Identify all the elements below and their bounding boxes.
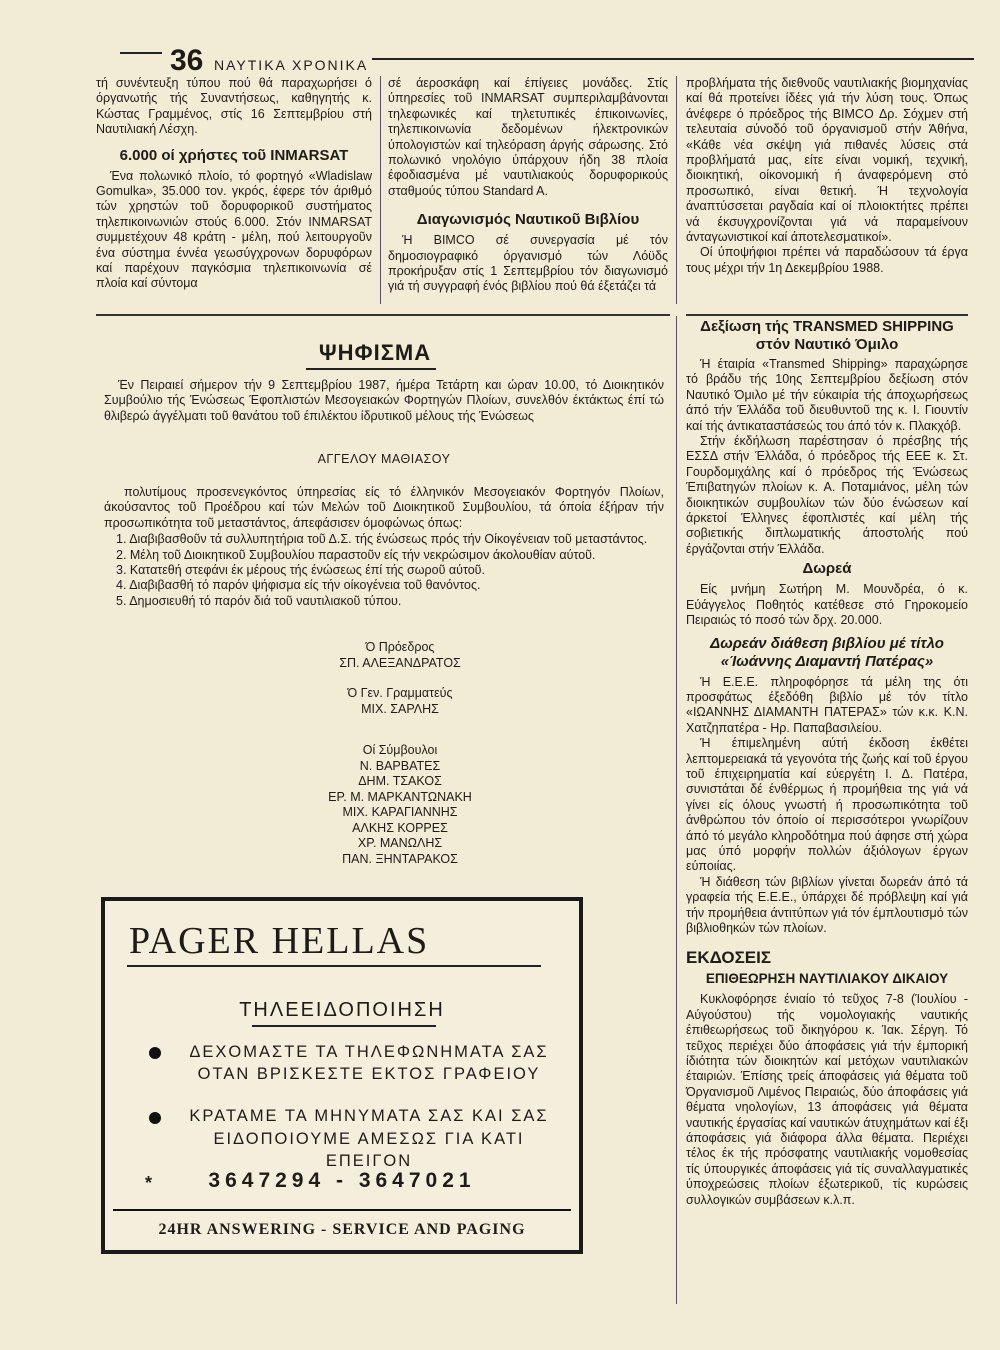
book-paragraph-1: Ή Ε.Ε.Ε. πληροφόρησε τά μέλη της ότι προσφάτως έξεδόθη βιβλίο μέ τόν τίτλο «ΙΩΑΝΝΗΣ ΔΙΑΜΑΝΤΗ ΠΑΤΕΡΑΣ» τών κ.κ. Κ.Ν. Χατζηπατέρα - Ηρ. Παπαβασιλείου. — [686, 674, 968, 735]
review-heading: ΕΠΙΘΕΩΡΗΣΗ ΝΑΥΤΙΛΙΑΚΟΥ ΔΙΚΑΙΟΥ — [705, 971, 949, 987]
section-rule — [96, 314, 670, 316]
star-icon: * — [145, 1173, 153, 1193]
section-rule — [686, 314, 968, 316]
advisor-name: ΧΡ. ΜΑΝΩΛΗΣ — [357, 836, 443, 850]
column-3 — [686, 76, 968, 276]
ad-rule — [113, 1209, 571, 1211]
right-column — [686, 318, 968, 1208]
ad-line-1: ΔΕΧΟΜΑΣΤΕ ΤΑ ΤΗΛΕΦΩΝΗΜΑΤΑ ΣΑΣ — [189, 1043, 549, 1061]
advisor-name: Ν. ΒΑΡΒΑΤΕΣ — [359, 758, 441, 773]
ad-footer: 24HR ANSWERING - SERVICE AND PAGING — [158, 1221, 526, 1238]
list-item: 2. Μέλη τοῦ Διοικητικοῦ Συμβουλίου παραστοῦν είς τήν νεκρώσιμον άκολουθίαν αύτοῦ. — [116, 547, 596, 562]
inmarsat-paragraph: Ένα πολωνικό πλοίο, τό φορτηγό «Wladislaw Gomulka», 35.000 τον. γκρός, έφερε τόν άριθμό τών χρηστών τοῦ δορυφορικοῦ συστήματος τηλεπικοινωνιών στούς 6.000. Στόν INMARSAT συμμετέχουν 48 κράτη - μέλη, πού λειτουργοῦν ένα σύστημα έννέα γεωσύγχρονων δορυφόρων καί παρέχουν παγκόσμια τηλεπικοινωνία σέ πλοία καί σύντομα — [96, 168, 372, 291]
ad-brand-underline — [127, 965, 541, 967]
header-rule-left — [120, 52, 162, 54]
editions-heading: ΕΚΔΟΣΕΙΣ — [686, 948, 772, 968]
ad-line-3: ΚΡΑΤΑΜΕ ΤΑ ΜΗΝΥΜΑΤΑ ΣΑΣ ΚΑΙ ΣΑΣ — [189, 1107, 549, 1125]
signatures — [230, 640, 570, 867]
header-rule-right — [372, 58, 974, 60]
deceased-name: ΑΓΓΕΛΟΥ ΜΑΘΙΑΣΟΥ — [317, 452, 451, 466]
secretary-name: ΜΙΧ. ΣΑΡΛΗΣ — [361, 701, 439, 716]
ad-subtitle-underline — [252, 1025, 436, 1027]
transmed-heading: Δεξίωση τής TRANSMED SHIPPING στόν Ναυτικό Όμιλο — [700, 318, 954, 353]
resolution-deceased — [104, 452, 664, 467]
advisor-name: ΠΑΝ. ΞΗΝΤΑΡΑΚΟΣ — [342, 851, 458, 866]
resolution-intro-text: Έν Πειραιεί σήμερον τήν 9 Σεπτεμβρίου 1987, ήμέρα Τετάρτη και ώραν 10.00, τό Διοικητικόν Συμβούλιο τής Ένώσεως Έφοπλιστών Μεσογειακών Φορτηγών Πλοίων, συνελθόν έκτάκτως έπί τώ θλιβερώ άγγέλματι τοῦ θανάτου τοῦ έπιλέκτου ίδρυτικοῦ μέλους τής Ένώσεως — [104, 378, 664, 423]
contest-paragraph: Ή BIMCO σέ συνεργασία μέ τόν δημοσιογραφικό όργανισμό τών Λόϋδς προκήρυξαν στίς 1 Σεπτεμβρίου τόν διαγωνισμό γιά τή συγγραφή ένός βιβλίου πού θά έξετάζει τά — [388, 233, 668, 294]
column-divider — [380, 76, 381, 304]
ad-phone-numbers: 3647294 - 3647021 — [208, 1169, 476, 1192]
pager-hellas-ad — [101, 897, 583, 1254]
list-item: 1. Διαβιβασθοῦν τά συλλυπητήρια τοῦ Δ.Σ. τής ένώσεως πρός τήν Οίκογένειαν τοῦ μεταστάντος. — [116, 532, 648, 547]
intro-paragraph: τή συνέντευξη τύπου πού θά παραχωρήσει ό όργανωτής τής Συναντήσεως, καθηγητής κ. Κώστας Γραμμένος, στίς 16 Σεπτεμβρίου στή Ναυτιλιακή Λέσχη. — [96, 76, 372, 137]
resolution-title: ΨΗΦΙΣΜΑ — [318, 340, 432, 365]
advisor-name: ΑΛΚΗΣ ΚΟΡΡΕΣ — [352, 820, 448, 835]
ad-line-2: ΟΤΑΝ ΒΡΙΣΚΕΣΤΕ ΕΚΤΟΣ ΓΡΑΦΕΙΟΥ — [197, 1065, 541, 1083]
donation-heading: Δωρεά — [802, 560, 852, 578]
ad-line-4: ΕΙΔΟΠΟΙΟΥΜΕ ΑΜΕΣΩΣ ΓΙΑ ΚΑΤΙ ΕΠΕΙΓΟΝ — [213, 1130, 525, 1170]
advisors-title: Οί Σύμβουλοι — [362, 743, 438, 757]
resolution-body — [104, 485, 664, 609]
transmed-paragraph-2: Στήν έκδήλωση παρέστησαν ό πρέσβης τής ΕΣΣΔ στήν Έλλάδα, ό πρόεδρος τής ΕΕΕ κ. Στ. Γουρδομιχάλης καί ό πρόεδρος τής Ένώσεως Έπιβατηγών πλοίων κ. Α. Ποταμιάνος, μέλη τών διοικητικών συμβουλίων τών δύο ένώσεων καί άρκετοί Έλληνες έφοπλιστές καί μέλη τής σοβιετικής διπλωματικής άποστολής πού έργάζονται στήν Έλλάδα. — [686, 434, 968, 556]
resolution-body-text: πολυτίμους προσενεγκόντος ύπηρεσίας είς τό έλληνικόν Μεσογειακόν Φορτηγόν Πλοίων, άκούσαντος τοῦ Προέδρου καί τών Μελών τοῦ Διοικητικοῦ Συμβουλίου, τά όποία έξήραν τήν προσωπικότητα τοῦ μεταστάντος, άπεφάσισεν όμοφώνως όπως: — [104, 485, 664, 530]
ad-subtitle: ΤΗΛΕΕΙΔΟΠΟΙΗΣΗ — [239, 999, 445, 1021]
president-name: ΣΠ. ΑΛΕΞΑΝΔΡΑΤΟΣ — [339, 655, 461, 670]
transmed-paragraph-1: Ή έταιρία «Transmed Shipping» παραχώρησε τό βράδυ τής 10ης Σεπτεμβρίου δεξίωση στόν Ναυτικό Όμιλο μέ τήν εύκαιρία τής άποχωρήσεως άπό τήν Έλλάδα τοῦ διευθυντοῦ της κ. Ι. Γιουντίν καί τής άντικαταστάσεώς του άπό τόν κ. Πλακχόβ. — [686, 357, 968, 433]
contest-heading: Διαγωνισμός Ναυτικοῦ Βιβλίου — [416, 211, 640, 229]
deadline-paragraph: Οί ύποψήφιοι πρέπει νά παραδώσουν τά έργα τους μέχρι τήν 1η Δεκεμβρίου 1988. — [686, 245, 968, 275]
advisor-name: ΜΙΧ. ΚΑΡΑΓΙΑΝΝΗΣ — [342, 805, 458, 819]
list-item: 4. Διαβιβασθή τό παρόν ψήφισμα είς τήν οίκογένεια τοῦ θανόντος. — [116, 578, 481, 593]
list-item: 5. Δημοσιευθή τό παρόν διά τοῦ ναυτιλιακοῦ τύπου. — [116, 593, 402, 608]
book-heading: Δωρεάν διάθεση βιβλίου μέ τίτλο «Ίωάννης Διαμαντή Πατέρας» — [710, 634, 944, 670]
review-paragraph: Κυκλοφόρησε ένιαίο τό τεῦχος 7-8 (Ίουλίου - Αύγούστου) τής νομολογιακής ναυτικής έπιθεωρήσεως τοῦ δικηγόρου κ. Ίακ. Σέργη. Τό τεῦχος περιέχει δύο άποφάσεις γιά τήν έμπορική ίδιότητα τών διοικητών καί μετόχων ναυτιλιακών έταιριών. Έπίσης τρείς άποφάσεις γιά θέματα τοῦ Όργανισμοῦ Λιμένος Πειραιώς, δύο άποφάσεις γιά θέματα νηολογίων, 13 άποφάσεις γιά θέματα ναυτικής έργασίας καί ναυτικών άτυχημάτων καί έξι άποφάσεις γιά διάφορα άλλα θέματα. Περιέχει τέλος έκ τής πρόσφατης ναυτιλιακής νομοθεσίας τίς ύπουργικές άποφάσεις γιά τίς συναλλαγματικές ύποχρεώσεις πλοίων έξωτερικοῦ, τίς κυρώσεις συλλογικών συμβάσεων κ.λ.π. — [686, 992, 968, 1207]
resolution-title-underline — [306, 368, 436, 370]
book-paragraph-3: Ή διάθεση τών βιβλίων γίνεται δωρεάν άπό τά γραφεία τής Ε.Ε.Ε., ύπάρχει δέ πρόβλεψη καί γιά τήν προμήθεια άντιτύπων γιά τόν έμπλουτισμό τών βιβλιοθηκών τών πλοίων. — [686, 874, 968, 935]
bimco-paragraph: προβλήματα τής διεθνοῦς ναυτιλιακής βιομηχανίας καί θά προτείνει ίδέες γιά τήν λύση τους. Όπως άνέφερε ό πρόεδρος τής BIMCO Δρ. Σόχμεν στή τελευταία σύνοδό τοῦ όργανισμοῦ στήν Άθήνα, «Κάθε νέα σκέψη γιά πιθανές λύσεις στά προβλήματά μας, είτε είναι νομική, τεχνική, διοικητική, οίκονομική ή άναφερόμενη στό προσωπικό, είναι θετική. Ή τεχνολογία άναπτύσσεται ραγδαία καί οί πλοιοκτήτες πρέπει νά έκσυγχρονίζονται γιά νά παραμείνουν άνταγωνιστικοί καί άποτελεσματικοί». — [686, 76, 968, 245]
column-divider — [676, 316, 677, 1304]
advisor-name: ΕΡ. Μ. ΜΑΡΚΑΝΤΩΝΑΚΗ — [328, 789, 472, 804]
inmarsat-continued: σέ άεροσκάφη καί έπίγειες μονάδες. Στίς ύπηρεσίες τοῦ INMARSAT συμπεριλαμβάνονται τηλεφωνικές καί τηλετυπικές έπικοινωνίες, τηλεπικοινωνία δεδομένων ήλεκτρονικών ύπολογιστών καί τηλεόραση άργής σάρωσης. Στό πολωνικό νηολόγιο ύπάρχουν ήδη 38 πλοία έφοδιασμένα μέ ναυτιλιακούς δορυφορικούς σταθμούς τύπου Standard A. — [388, 76, 668, 198]
book-paragraph-2: Ή έπιμελημένη αύτή έκδοση έκθέτει λεπτομερειακά τά γεγονότα τής ζωής καί τοῦ έργου τοῦ έπιχειρηματία καί εύεργέτη Ι. Δ. Πατέρα, συνιστάται δέ ένθέρμως ή προμήθεια της γιά νά γίνει είς όλους γνωστή ή προσωπικότητα τοῦ άνθρώπου τόν όποίο οί περισσότεροι γνωρίζουν άπό τό μεγάλο κληροδότημα πού άφησε στή χώρα μας ύπό μορφήν πολλών άξιόλογων έργων εύποιίας. — [686, 736, 968, 874]
magazine-title: ΝΑΥΤΙΚΑ ΧΡΟΝΙΚΑ — [214, 57, 369, 73]
secretary-title: Ό Γεν. Γραμματεύς — [347, 686, 453, 700]
list-item: 3. Κατατεθή στεφάνι έκ μέρους τής ένώσεως έπί τής σωροῦ αύτοῦ. — [116, 563, 485, 578]
bullet-icon — [149, 1112, 161, 1124]
bullet-icon — [149, 1047, 161, 1059]
inmarsat-heading: 6.000 οί χρήστες τοῦ INMARSAT — [119, 146, 349, 164]
advisor-name: ΔΗΜ. ΤΣΑΚΟΣ — [358, 774, 442, 788]
resolution-items — [104, 532, 664, 609]
column-2 — [388, 76, 668, 295]
column-divider — [676, 76, 677, 304]
page-number: 36 — [170, 44, 204, 77]
resolution-intro — [104, 378, 664, 424]
ad-brand: PAGER HELLAS — [129, 920, 430, 962]
president-title: Ό Πρόεδρος — [365, 640, 435, 654]
column-1 — [96, 76, 372, 292]
donation-paragraph: Είς μνήμη Σωτήρη Μ. Μουνδρέα, ό κ. Εύάγγελος Ποθητός κατέθεσε στό Γηροκομείο Πειραιώς τό ποσό τών δρχ. 20.000. — [686, 582, 968, 628]
